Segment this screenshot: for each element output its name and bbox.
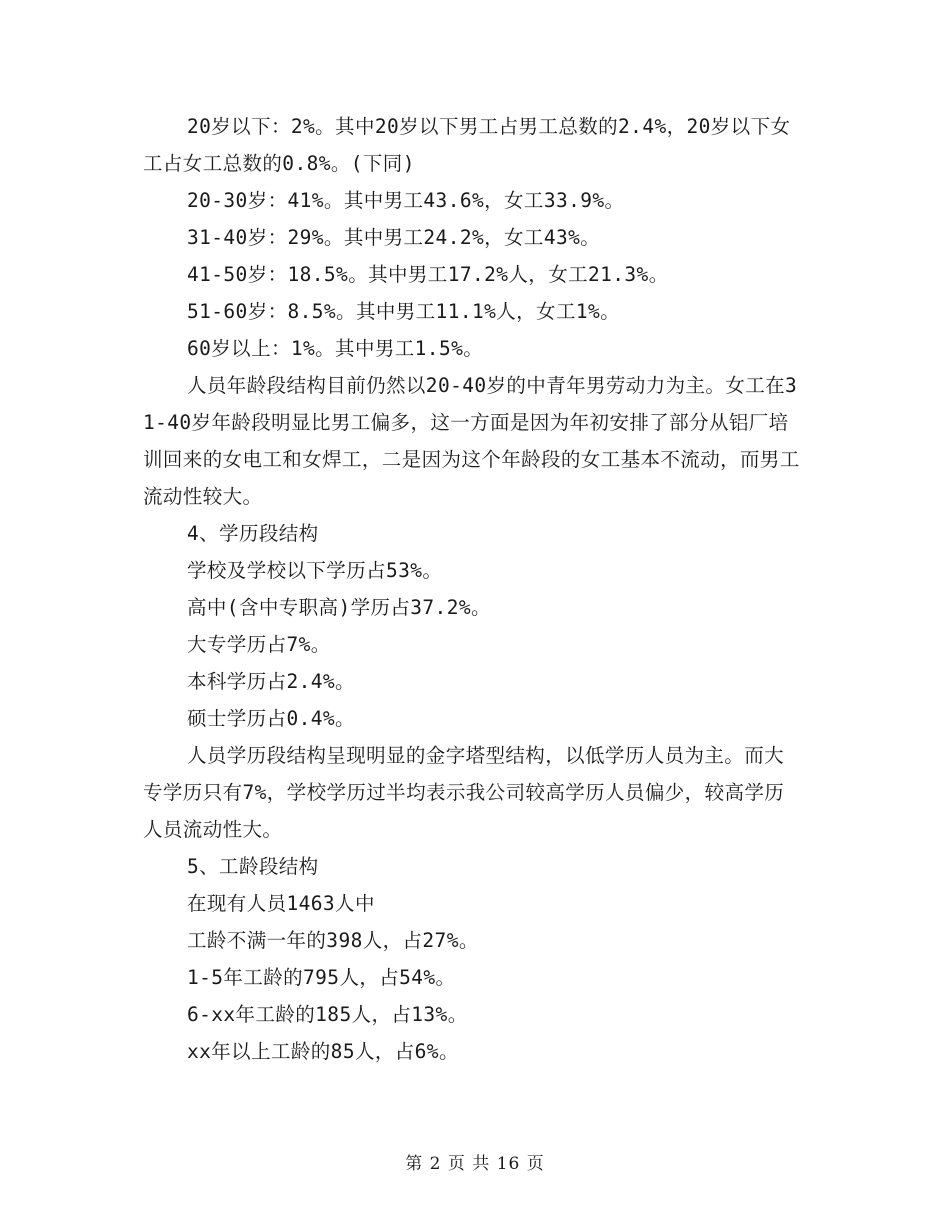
paragraph-edu-bachelor: 本科学历占2.4%。: [187, 670, 355, 693]
paragraph-seniority-total: 在现有人员1463人中: [187, 892, 375, 915]
paragraph-edu-master: 硕士学历占0.4%。: [187, 707, 355, 730]
paragraph-age-20-30: 20-30岁：41%。其中男工43.6%，女工33.9%。: [187, 189, 625, 212]
paragraph-age-under-20: 20岁以下：2%。其中20岁以下男工占男工总数的2.4%，20岁以下女工占女工总数的0.8%。(下同): [143, 115, 791, 175]
paragraph-edu-analysis: 人员学历段结构呈现明显的金字塔型结构，以低学历人员为主。而大专学历只有7%，学校学历过半均表示我公司较高学历人员偏少，较高学历人员流动性大。: [143, 744, 785, 841]
document-body: [143, 108, 803, 1070]
page-number-footer: 第 2 页 共 16 页: [405, 1154, 545, 1174]
paragraph-age-41-50: 41-50岁：18.5%。其中男工17.2%人，女工21.3%。: [187, 263, 669, 286]
section-heading-education: 4、学历段结构: [187, 522, 319, 545]
paragraph-seniority-1-5: 1-5年工龄的795人，占54%。: [187, 966, 456, 989]
paragraph-age-over-60: 60岁以上：1%。其中男工1.5%。: [187, 337, 484, 360]
paragraph-edu-school: 学校及学校以下学历占53%。: [187, 559, 443, 582]
paragraph-edu-college: 大专学历占7%。: [187, 633, 331, 656]
paragraph-seniority-6-xx: 6-xx年工龄的185人，占13%。: [187, 1003, 468, 1026]
paragraph-seniority-over-xx: xx年以上工龄的85人，占6%。: [187, 1040, 459, 1063]
paragraph-age-analysis: 人员年龄段结构目前仍然以20-40岁的中青年男劳动力为主。女工在31-40岁年龄段明显比男工偏多，这一方面是因为年初安排了部分从铝厂培训回来的女电工和女焊工，二是因为这个年龄段的女工基本不流动，而男工流动性较大。: [143, 374, 800, 508]
section-heading-seniority: 5、工龄段结构: [187, 855, 319, 878]
paragraph-age-51-60: 51-60岁：8.5%。其中男工11.1%人，女工1%。: [187, 300, 621, 323]
paragraph-age-31-40: 31-40岁：29%。其中男工24.2%，女工43%。: [187, 226, 601, 249]
paragraph-edu-highschool: 高中(含中专职高)学历占37.2%。: [187, 596, 491, 619]
paragraph-seniority-under-1: 工龄不满一年的398人，占27%。: [187, 929, 479, 952]
